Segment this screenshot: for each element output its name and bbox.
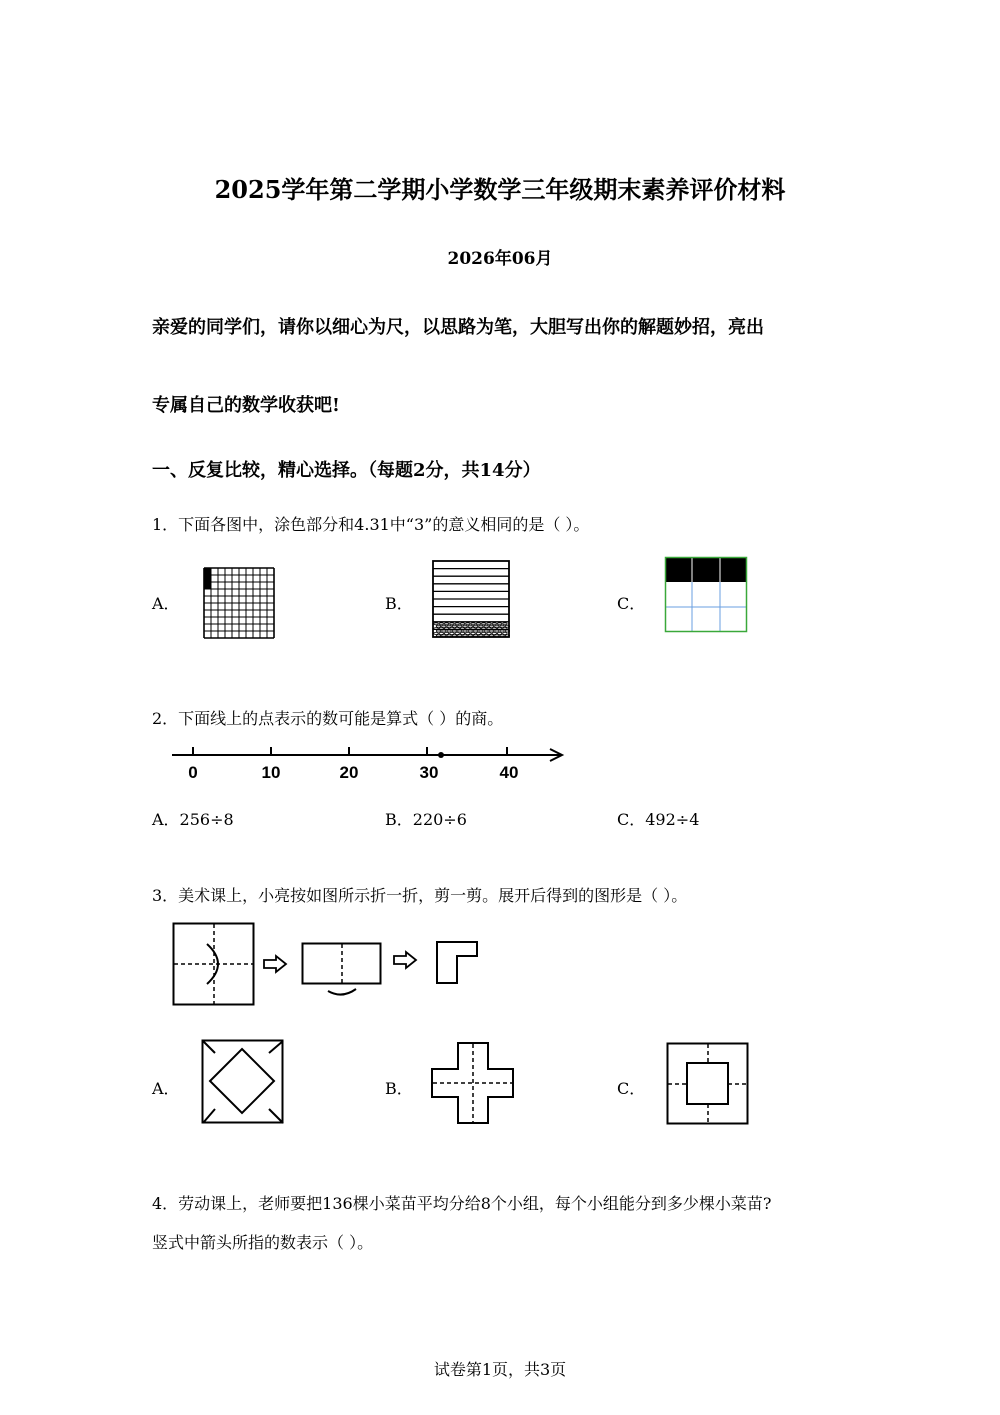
q1-option-a-label: A． (152, 594, 180, 613)
section-heading: 一、反复比较，精心选择。（每题2分，共14分） (152, 460, 541, 481)
q1-option-c-colored-grid (665, 557, 747, 632)
q1-option-b-striped-square (432, 560, 510, 638)
page-footer: 试卷第1页，共3页 (433, 1360, 567, 1379)
q2-number-line (170, 745, 565, 785)
q2-option-c: C．492÷4 (617, 810, 700, 829)
question-3-stem: 3．美术课上，小亮按如图所示折一折，剪一剪。展开后得到的图形是（ ）。 (152, 886, 688, 905)
question-1-stem: 1．下面各图中，涂色部分和4.31中“3”的意义相同的是（ ）。 (152, 515, 590, 534)
page-title: 2025学年第二学期小学数学三年级期末素养评价材料 (214, 175, 786, 204)
q2-tick-label: 40 (499, 763, 519, 782)
q2-tick-label: 30 (419, 763, 439, 782)
q3-option-c-label: C． (617, 1079, 646, 1098)
intro-line-2: 专属自己的数学收获吧! (152, 395, 340, 416)
q3-option-a-label: A． (152, 1079, 180, 1098)
question-4-stem-line-2: 竖式中箭头所指的数表示（ ）。 (152, 1233, 374, 1252)
q3-option-a-diamond-square (201, 1039, 285, 1125)
intro-line-1: 亲爱的同学们，请你以细心为尺，以思路为笔，大胆写出你的解题妙招，亮出 (152, 317, 764, 338)
q3-option-b-label: B． (385, 1079, 413, 1098)
q2-tick-label: 10 (261, 763, 281, 782)
q3-option-b-cross-shape (431, 1042, 515, 1124)
exam-date: 2026年06月 (447, 249, 553, 269)
q2-tick-label: 20 (339, 763, 359, 782)
q1-option-c-label: C． (617, 594, 646, 613)
q3-folding-steps (172, 922, 482, 1008)
q2-number-line-point (438, 752, 444, 758)
q2-option-a: A．256÷8 (152, 810, 234, 829)
q3-option-c-square-frame (666, 1042, 750, 1126)
q2-option-b: B．220÷6 (385, 810, 467, 829)
question-4-stem-line-1: 4．劳动课上，老师要把136棵小菜苗平均分给8个小组，每个小组能分到多少棵小菜苗? (152, 1194, 772, 1213)
q2-tick-label: 0 (188, 763, 198, 782)
question-2-stem: 2．下面线上的点表示的数可能是算式（ ）的商。 (152, 709, 504, 728)
q1-option-b-label: B． (385, 594, 413, 613)
q1-option-a-hundred-grid (203, 567, 275, 639)
